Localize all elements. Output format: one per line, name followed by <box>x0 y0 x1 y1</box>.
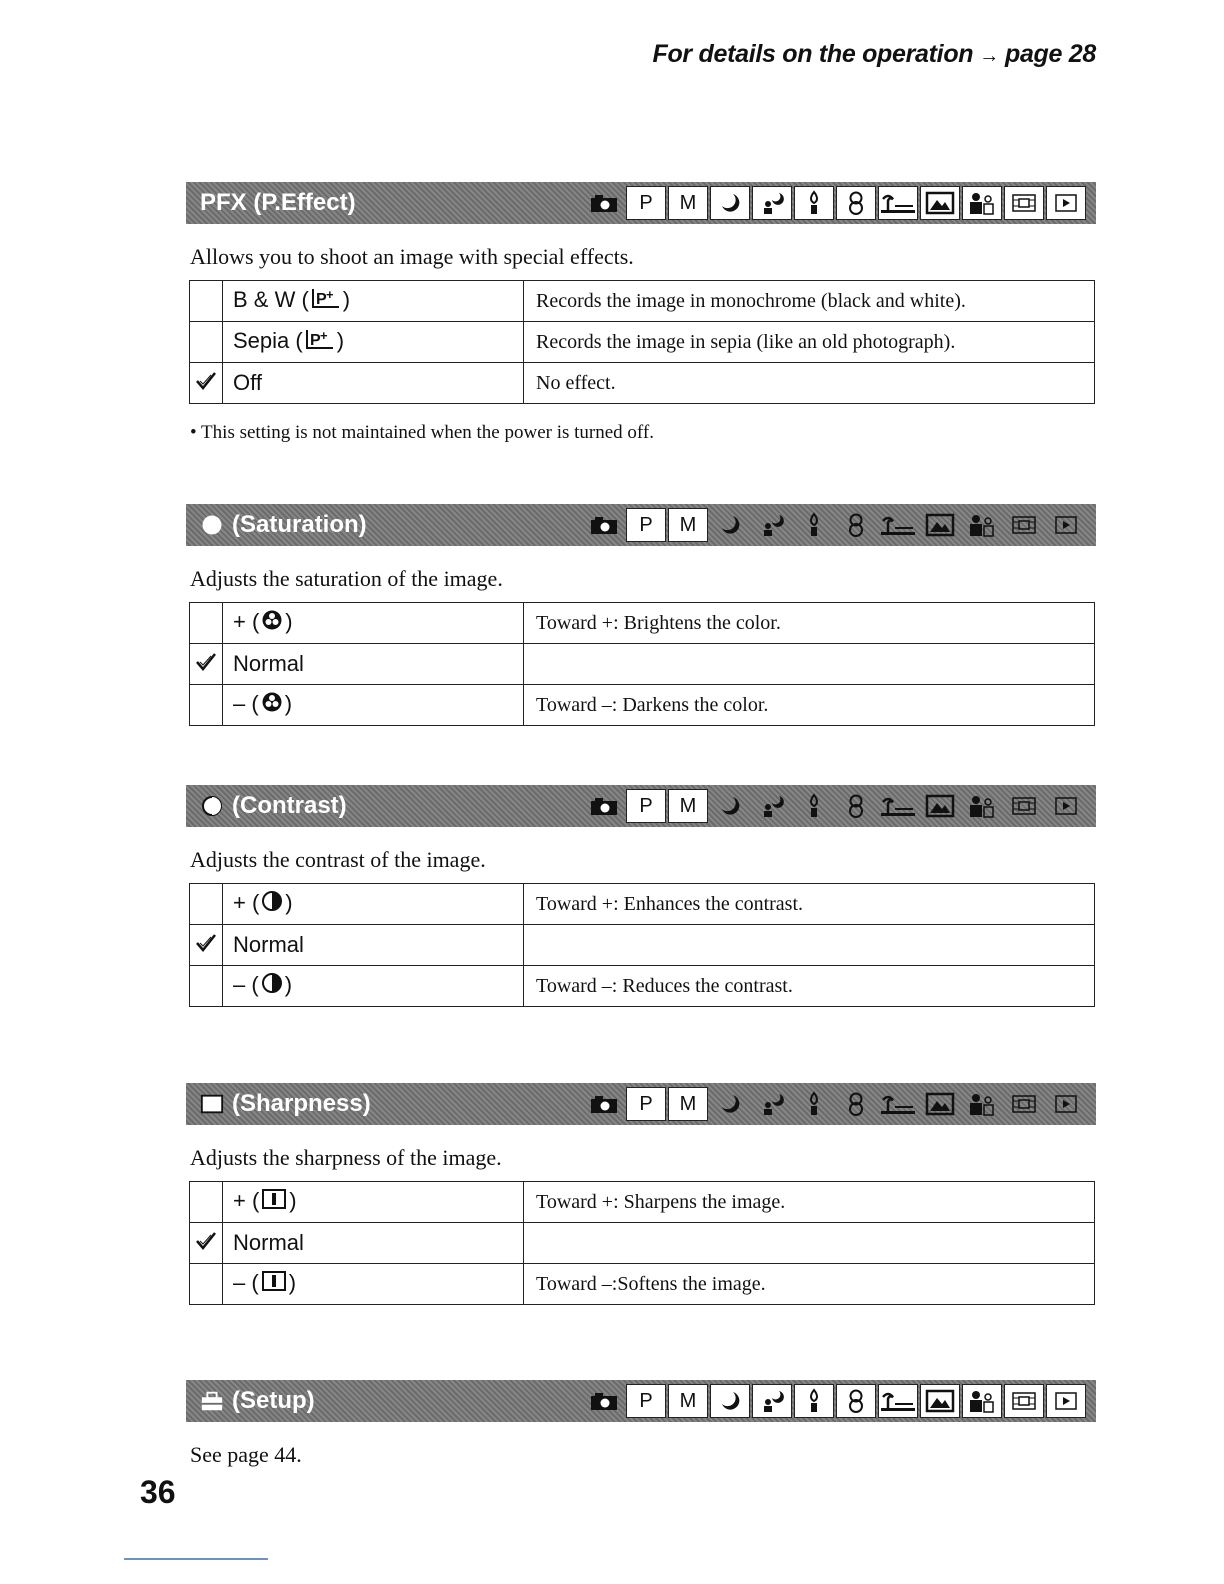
section-header-bar <box>186 182 1096 224</box>
mode-p: P <box>626 508 666 542</box>
section-description: Adjusts the saturation of the image. <box>190 566 503 591</box>
section-note: • This setting is not maintained when the power is turned off. <box>190 422 654 443</box>
option-label <box>223 925 524 966</box>
contrast-icon <box>261 972 283 1000</box>
option-explanation: Toward +: Sharpens the image. <box>524 1182 1095 1223</box>
option-label-text: B & W ( <box>233 286 309 312</box>
section-4 <box>186 1380 1096 1468</box>
mode-camera-icon <box>584 1087 624 1121</box>
table-row <box>190 644 1095 685</box>
mode-beach-icon <box>878 1087 918 1121</box>
section-title-text: PFX (P.Effect) <box>200 189 356 216</box>
mode-playback-icon <box>1046 789 1086 823</box>
saturation-icon <box>200 513 224 537</box>
option-explanation: Toward +: Brightens the color. <box>524 603 1095 644</box>
mode-landscape-icon <box>920 1384 960 1418</box>
section-title <box>200 1090 371 1118</box>
section-description: Allows you to shoot an image with special effects. <box>190 244 634 269</box>
mode-playback-icon <box>1046 508 1086 542</box>
table-row <box>190 1223 1095 1264</box>
option-explanation: No effect. <box>524 363 1095 404</box>
svg-text:P: P <box>315 291 327 309</box>
mode-twilight-portrait-icon <box>752 508 792 542</box>
table-row <box>190 884 1095 925</box>
mode-p: P <box>626 1087 666 1121</box>
mode-twilight-icon <box>710 1087 750 1121</box>
mode-soft-snap-icon <box>836 508 876 542</box>
mode-twilight-portrait-icon <box>752 1384 792 1418</box>
option-explanation: Toward –:Softens the image. <box>524 1264 1095 1305</box>
option-label-text: + ( <box>233 1187 260 1213</box>
section-title-text: (Sharpness) <box>232 1090 371 1117</box>
mode-movie-icon <box>1004 508 1044 542</box>
section-header-bar <box>186 1380 1096 1422</box>
section-title <box>200 511 367 539</box>
mode-candle-icon <box>794 789 834 823</box>
option-label <box>223 281 524 322</box>
mode-candle-icon <box>794 508 834 542</box>
contrast-icon <box>200 794 224 818</box>
mode-twilight-icon <box>710 789 750 823</box>
check-icon <box>194 932 218 959</box>
table-row <box>190 363 1095 404</box>
mode-beach-icon <box>878 1384 918 1418</box>
table-row <box>190 603 1095 644</box>
option-explanation: Toward –: Reduces the contrast. <box>524 966 1095 1007</box>
mode-high-sensitivity-icon <box>962 1384 1002 1418</box>
option-explanation: Toward +: Enhances the contrast. <box>524 884 1095 925</box>
default-marker-cell <box>190 644 223 685</box>
mode-p: P <box>626 1384 666 1418</box>
option-explanation: Records the image in monochrome (black and white). <box>524 281 1095 322</box>
mode-twilight-icon <box>710 508 750 542</box>
check-icon <box>194 1230 218 1257</box>
mode-availability-strip <box>584 789 1086 823</box>
svg-text:P: P <box>309 332 321 350</box>
option-explanation <box>524 925 1095 966</box>
mode-availability-strip <box>584 508 1086 542</box>
mode-landscape-icon <box>920 508 960 542</box>
mode-high-sensitivity-icon <box>962 508 1002 542</box>
pfx-icon <box>305 328 335 356</box>
section-description: Adjusts the contrast of the image. <box>190 847 486 872</box>
option-label-text: – ( <box>233 1269 259 1295</box>
section-description: See page 44. <box>190 1442 302 1467</box>
header-text: For details on the operation <box>652 40 974 68</box>
option-label-suffix: ) <box>289 1187 297 1213</box>
option-label <box>223 644 524 685</box>
mode-m: M <box>668 1087 708 1121</box>
setup-icon <box>200 1389 224 1413</box>
option-label <box>223 1182 524 1223</box>
mode-high-sensitivity-icon <box>962 1087 1002 1121</box>
mode-playback-icon <box>1046 1087 1086 1121</box>
mode-high-sensitivity-icon <box>962 186 1002 220</box>
mode-playback-icon <box>1046 186 1086 220</box>
page-header <box>652 40 1096 69</box>
option-label-text: Off <box>233 370 262 395</box>
section-title-text: (Contrast) <box>232 792 347 819</box>
option-label-suffix: ) <box>342 286 351 312</box>
option-label-suffix: ) <box>285 608 293 634</box>
default-marker-cell <box>190 322 223 363</box>
default-marker-cell <box>190 603 223 644</box>
mode-p: P <box>626 186 666 220</box>
sharpness-icon <box>261 1270 287 1298</box>
option-explanation <box>524 644 1095 685</box>
saturation-icon <box>261 691 283 719</box>
mode-landscape-icon <box>920 186 960 220</box>
default-marker-cell <box>190 925 223 966</box>
option-label <box>223 685 524 726</box>
mode-movie-icon <box>1004 789 1044 823</box>
mode-camera-icon <box>584 1384 624 1418</box>
contrast-icon <box>261 890 283 918</box>
section-title <box>200 189 356 217</box>
option-label-text: Normal <box>233 1230 304 1255</box>
sharpness-icon <box>200 1092 224 1116</box>
default-marker-cell <box>190 966 223 1007</box>
header-page-ref: page 28 <box>1004 40 1096 68</box>
default-marker-cell <box>190 281 223 322</box>
svg-text:+: + <box>319 328 328 344</box>
arrow-icon: → <box>979 45 999 67</box>
sharpness-icon <box>261 1188 287 1216</box>
mode-camera-icon <box>584 789 624 823</box>
mode-beach-icon <box>878 186 918 220</box>
mode-soft-snap-icon <box>836 1384 876 1418</box>
mode-movie-icon <box>1004 1384 1044 1418</box>
page-number: 36 <box>140 1474 176 1510</box>
mode-m: M <box>668 186 708 220</box>
table-row <box>190 966 1095 1007</box>
mode-candle-icon <box>794 186 834 220</box>
saturation-icon <box>261 609 283 637</box>
section-header-bar <box>186 504 1096 546</box>
table-row <box>190 685 1095 726</box>
mode-m: M <box>668 1384 708 1418</box>
options-table <box>189 280 1095 404</box>
mode-camera-icon <box>584 508 624 542</box>
mode-twilight-portrait-icon <box>752 186 792 220</box>
option-label <box>223 966 524 1007</box>
mode-m: M <box>668 508 708 542</box>
mode-beach-icon <box>878 789 918 823</box>
option-label <box>223 1264 524 1305</box>
option-label-text: + ( <box>233 889 260 915</box>
default-marker-cell <box>190 363 223 404</box>
table-row <box>190 1264 1095 1305</box>
option-label-suffix: ) <box>336 327 345 353</box>
table-row <box>190 1182 1095 1223</box>
mode-soft-snap-icon <box>836 1087 876 1121</box>
mode-candle-icon <box>794 1384 834 1418</box>
section-title <box>200 792 347 820</box>
default-marker-cell <box>190 1182 223 1223</box>
mode-soft-snap-icon <box>836 789 876 823</box>
option-label-text: Normal <box>233 932 304 957</box>
section-1 <box>186 504 1096 726</box>
mode-landscape-icon <box>920 1087 960 1121</box>
mode-movie-icon <box>1004 186 1044 220</box>
section-description: Adjusts the sharpness of the image. <box>190 1145 502 1170</box>
section-3 <box>186 1083 1096 1305</box>
section-2 <box>186 785 1096 1007</box>
option-label-text: Normal <box>233 651 304 676</box>
footer-rule <box>124 1558 268 1560</box>
option-label-suffix: ) <box>284 971 293 997</box>
table-row <box>190 281 1095 322</box>
section-title-text: (Setup) <box>232 1387 315 1414</box>
mode-beach-icon <box>878 508 918 542</box>
option-label <box>223 884 524 925</box>
option-label <box>223 1223 524 1264</box>
mode-high-sensitivity-icon <box>962 789 1002 823</box>
mode-twilight-icon <box>710 186 750 220</box>
options-table <box>189 883 1095 1007</box>
check-icon <box>194 370 218 397</box>
mode-m: M <box>668 789 708 823</box>
mode-availability-strip <box>584 1087 1086 1121</box>
mode-twilight-portrait-icon <box>752 789 792 823</box>
default-marker-cell <box>190 884 223 925</box>
section-0 <box>186 182 1096 444</box>
section-title <box>200 1387 315 1415</box>
svg-text:+: + <box>325 287 334 303</box>
mode-soft-snap-icon <box>836 186 876 220</box>
option-label-text: – ( <box>233 690 259 716</box>
option-label <box>223 603 524 644</box>
mode-twilight-icon <box>710 1384 750 1418</box>
table-row <box>190 322 1095 363</box>
section-header-bar <box>186 785 1096 827</box>
pfx-icon <box>311 287 341 315</box>
mode-twilight-portrait-icon <box>752 1087 792 1121</box>
options-table <box>189 602 1095 726</box>
mode-candle-icon <box>794 1087 834 1121</box>
mode-availability-strip <box>584 1384 1086 1418</box>
option-label-text: – ( <box>233 971 259 997</box>
table-row <box>190 925 1095 966</box>
mode-availability-strip <box>584 186 1086 220</box>
mode-camera-icon <box>584 186 624 220</box>
option-explanation <box>524 1223 1095 1264</box>
section-title-text: (Saturation) <box>232 511 367 538</box>
option-label-text: Sepia ( <box>233 327 303 353</box>
mode-movie-icon <box>1004 1087 1044 1121</box>
default-marker-cell <box>190 1223 223 1264</box>
option-label-text: + ( <box>233 608 260 634</box>
default-marker-cell <box>190 1264 223 1305</box>
section-header-bar <box>186 1083 1096 1125</box>
mode-playback-icon <box>1046 1384 1086 1418</box>
mode-landscape-icon <box>920 789 960 823</box>
option-label <box>223 363 524 404</box>
option-label-suffix: ) <box>285 889 293 915</box>
option-explanation: Toward –: Darkens the color. <box>524 685 1095 726</box>
option-explanation: Records the image in sepia (like an old photograph). <box>524 322 1095 363</box>
options-table <box>189 1181 1095 1305</box>
default-marker-cell <box>190 685 223 726</box>
option-label-suffix: ) <box>288 1269 297 1295</box>
mode-p: P <box>626 789 666 823</box>
option-label <box>223 322 524 363</box>
option-label-suffix: ) <box>284 690 293 716</box>
check-icon <box>194 651 218 678</box>
